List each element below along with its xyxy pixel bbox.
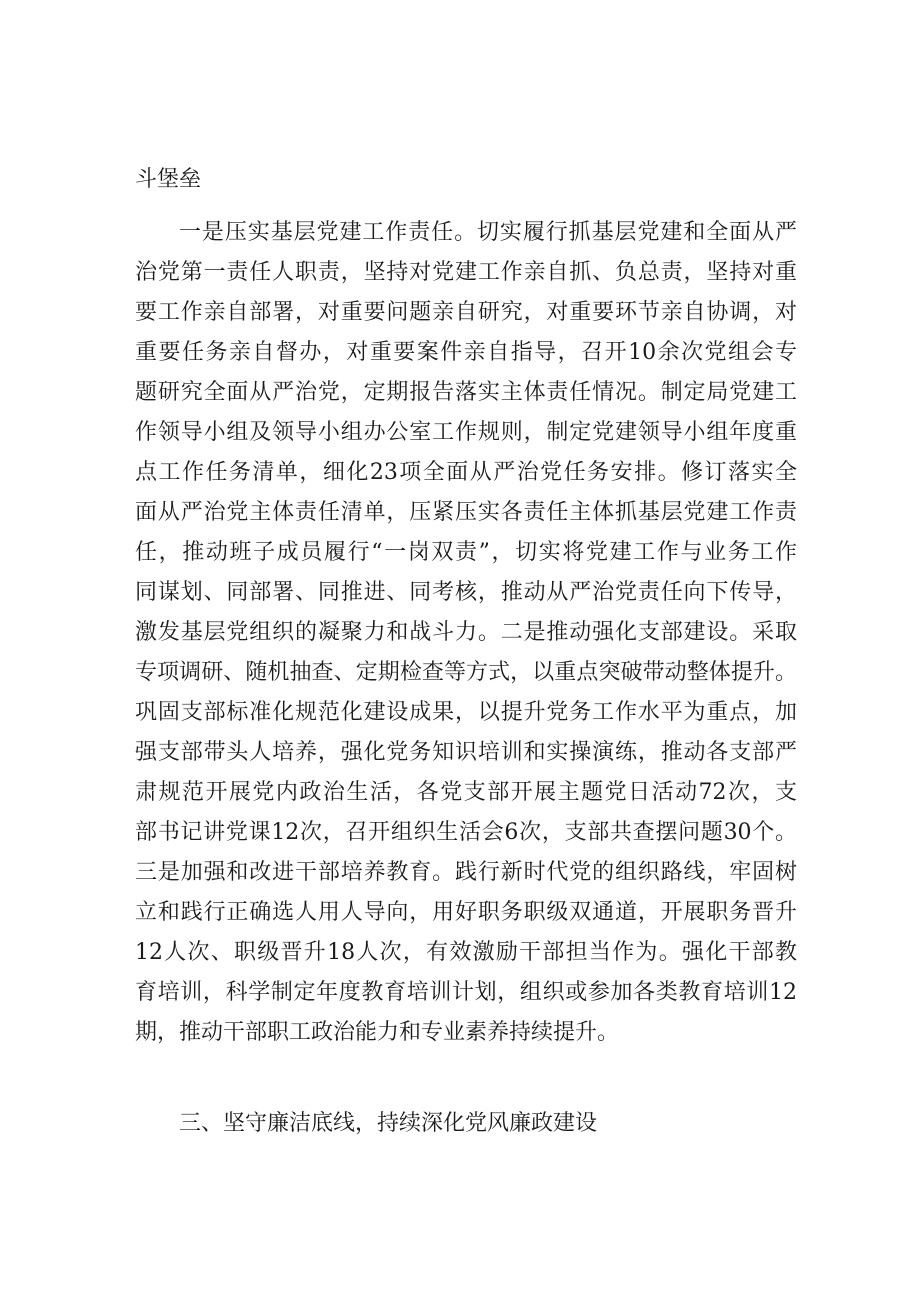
paragraph-line: 部书记讲党课12次，召开组织生活会6次，支部共查摆问题30个。: [135, 820, 797, 845]
section-heading: 三、坚守廉洁底线，持续深化党风廉政建设: [179, 1111, 598, 1136]
paragraph-line: 一是压实基层党建工作责任。切实履行抓基层党建和全面从严: [179, 220, 797, 245]
paragraph-line: 题研究全面从严治党，定期报告落实主体责任情况。制定局党建工: [135, 380, 797, 405]
paragraph-line: 同谋划、同部署、同推进、同考核，推动从严治党责任向下传导，: [135, 580, 797, 605]
paragraph-line: 肃规范开展党内政治生活，各党支部开展主题党日活动72次，支: [135, 780, 797, 805]
paragraph-line: 育培训，科学制定年度教育培训计划，组织或参加各类教育培训12: [135, 980, 797, 1005]
paragraph-line: 强支部带头人培养，强化党务知识培训和实操演练，推动各支部严: [135, 740, 797, 765]
paragraph-line: 巩固支部标准化规范化建设成果，以提升党务工作水平为重点，加: [135, 700, 797, 725]
fragment-top-line: 斗堡垒: [135, 167, 202, 192]
paragraph-line: 立和践行正确选人用人导向，用好职务职级双通道，开展职务晋升: [135, 900, 797, 925]
paragraph-line: 点工作任务清单，细化23项全面从严治党任务安排。修订落实全: [135, 460, 797, 485]
paragraph-line: 三是加强和改进干部培养教育。践行新时代党的组织路线，牢固树: [135, 860, 797, 885]
paragraph-line: 治党第一责任人职责，坚持对党建工作亲自抓、负总责，坚持对重: [135, 260, 797, 285]
paragraph-line: 任，推动班子成员履行“一岗双责”，切实将党建工作与业务工作: [135, 540, 797, 565]
paragraph-line: 作领导小组及领导小组办公室工作规则，制定党建领导小组年度重: [135, 420, 797, 445]
paragraph-line: 12人次、职级晋升18人次，有效激励干部担当作为。强化干部教: [135, 940, 797, 965]
paragraph-line: 要工作亲自部署，对重要问题亲自研究，对重要环节亲自协调，对: [135, 300, 797, 325]
paragraph-line: 面从严治党主体责任清单，压紧压实各责任主体抓基层党建工作责: [135, 500, 797, 525]
paragraph-line: 专项调研、随机抽查、定期检查等方式，以重点突破带动整体提升。: [135, 660, 797, 685]
paragraph-line: 激发基层党组织的凝聚力和战斗力。二是推动强化支部建设。采取: [135, 620, 797, 645]
paragraph-line: 期，推动干部职工政治能力和专业素养持续提升。: [135, 1020, 620, 1045]
paragraph-line: 重要任务亲自督办，对重要案件亲自指导，召开10余次党组会专: [135, 340, 797, 365]
